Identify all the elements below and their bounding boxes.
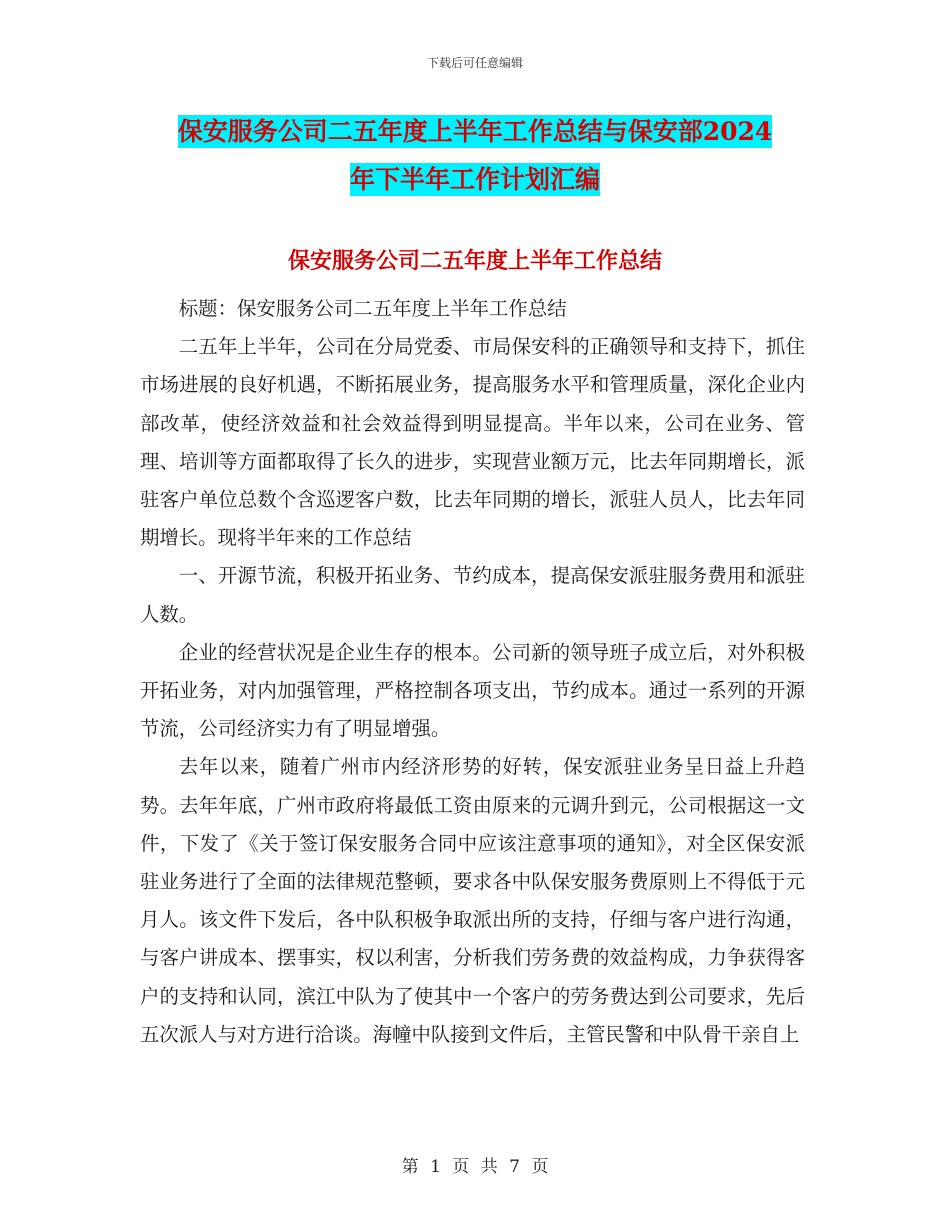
- document-title-line2: 年下半年工作计划汇编: [349, 165, 600, 194]
- section-title: 保安服务公司二五年度上半年工作总结: [287, 248, 662, 274]
- document-title: [140, 108, 810, 204]
- paragraph: 标题：保安服务公司二五年度上半年工作总结: [178, 297, 567, 320]
- page-footer: 第 1 页 共 7 页: [401, 1157, 549, 1177]
- body-text: [140, 290, 805, 1054]
- paragraph: 一、开源节流，积极开拓业务、节约成本，提高保安派驻服务费用和派驻人数。: [140, 564, 805, 626]
- document-title-line1: 保安服务公司二五年度上半年工作总结与保安部2024: [177, 117, 773, 146]
- paragraph: 二五年上半年，公司在分局党委、市局保安科的正确领导和支持下，抓住市场进展的良好机遇，不断拓展业务，提高服务水平和管理质量，深化企业内部改革，使经济效益和社会效益得到明显提高。半年以来，公司在业务、管理、培训等方面都取得了长久的进步，实现营业额万元，比去年同期增长，派驻客户单位总数个含巡逻客户数，比去年同期的增长，派驻人员人，比去年同期增长。现将半年来的工作总结: [140, 335, 805, 550]
- header-note: 下载后可任意编辑: [426, 56, 523, 70]
- paragraph: 去年以来，随着广州市内经济形势的好转，保安派驻业务呈日益上升趋势。去年年底，广州市政府将最低工资由原来的元调升到元，公司根据这一文件，下发了《关于签订保安服务合同中应该注意事项的通知》，对全区保安派驻业务进行了全面的法律规范整顿，要求各中队保安服务费原则上不得低于元月人。该文件下发后，各中队积极争取派出所的支持，仔细与客户进行沟通，与客户讲成本、摆事实，权以利害，分析我们劳务费的效益构成，力争获得客户的支持和认同，滨江中队为了使其中一个客户的劳务费达到公司要求，先后五次派人与对方进行洽谈。海幢中队接到文件后，主管民警和中队骨干亲自上: [140, 755, 805, 1046]
- paragraph: 企业的经营状况是企业生存的根本。公司新的领导班子成立后，对外积极开拓业务，对内加强管理，严格控制各项支出，节约成本。通过一系列的开源节流，公司经济实力有了明显增强。: [140, 640, 805, 741]
